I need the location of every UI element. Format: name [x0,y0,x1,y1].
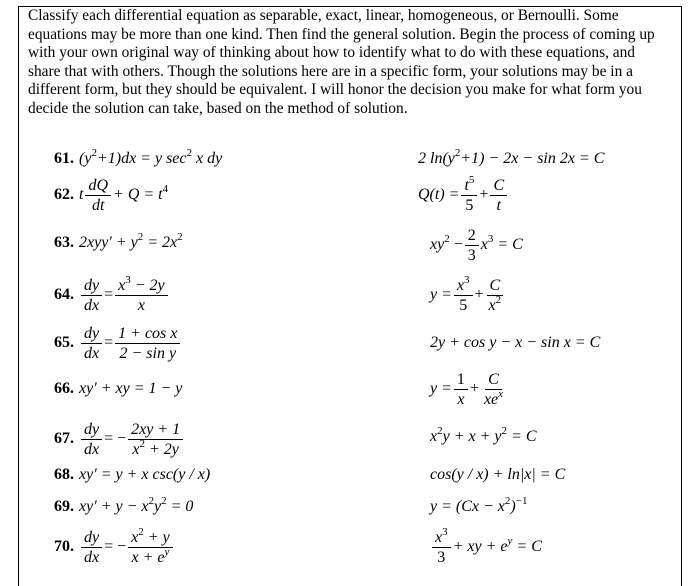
problem-66-equation: 66. xy′ + xy = 1 − y [54,380,183,397]
problem-62-solution: Q(t) = $\frac{t^5}{5}$ + $\frac{C}{t}$ [418,176,509,215]
problem-65-equation: 65. $\frac{dy}{dx}$ = $\frac{\text{1 + cos x}}{\text{2 − sin y}}$ [54,324,182,363]
problem-67-equation: 67. $\frac{dy}{dx}$ = − $\frac{2xy + 1}{x^2 + 2y}$ [54,420,185,459]
instructions-paragraph: Classify each differential equation as separable, exact, linear, homogeneous, or Bernoulli. Some equations may be more than one kind. Then find the general solution. Begin the process of coming up with your own original way of thinking about how to identify what to do with these equations, and share that with others. Though the solutions here are in a specific form, your solutions may be in a different form, but they should be equivalent. I will honor the decision you make for what form you decide the solution can take, based on the method of solution. [28,7,655,117]
problem-62-equation: 62. t $\frac{dQ}{dt}$ + $Q = t^4$ [54,177,169,214]
problem-63-solution: $xy^2$ − $\frac{2}{3}$ $x^3 = C$ [430,227,523,264]
problem-63-equation: 63. $2xyy' + y^2 = 2x^2$ [54,231,183,251]
problem-68-equation: 68. xy′ = y + x csc(y / x) [54,466,211,483]
problem-68-solution: cos(y / x) + ln|x| = C [430,466,566,483]
problem-66-solution: y = $\frac{1}{x}$ + $\frac{C}{xe^x}$ [430,371,504,408]
problem-69-equation: 69. $xy' + y - x^2y^2 = 0$ [54,495,194,515]
problem-69-solution: $y = (Cx - x^2)^{-1}$ [430,495,528,515]
problem-61-solution: 2 $\ln(y^2+1) - 2x - \sin 2x = C$ [418,147,605,167]
problem-61-equation: 61. $(y^2+1)dx = y$ $\sec^2 x$ dy [54,147,223,167]
problem-70-equation: 70. $\frac{dy}{dx}$ = − $\frac{x^2 + y}{x + e^y}$ [54,528,175,567]
problem-65-solution: 2y + cos y − x − sin x = C [430,334,601,351]
problem-70-solution: $\frac{x^3}{3}$ + xy + $e^y = C$ [430,528,542,567]
problem-64-solution: y = $\frac{x^3}{5}$ + $\frac{C}{x^2}$ [430,276,506,315]
problem-67-solution: $x^2y + x + y^2 = C$ [430,425,537,445]
problem-64-equation: 64. $\frac{dy}{dx}$ = $\frac{x^3 - 2y}{x}$ [54,276,170,315]
